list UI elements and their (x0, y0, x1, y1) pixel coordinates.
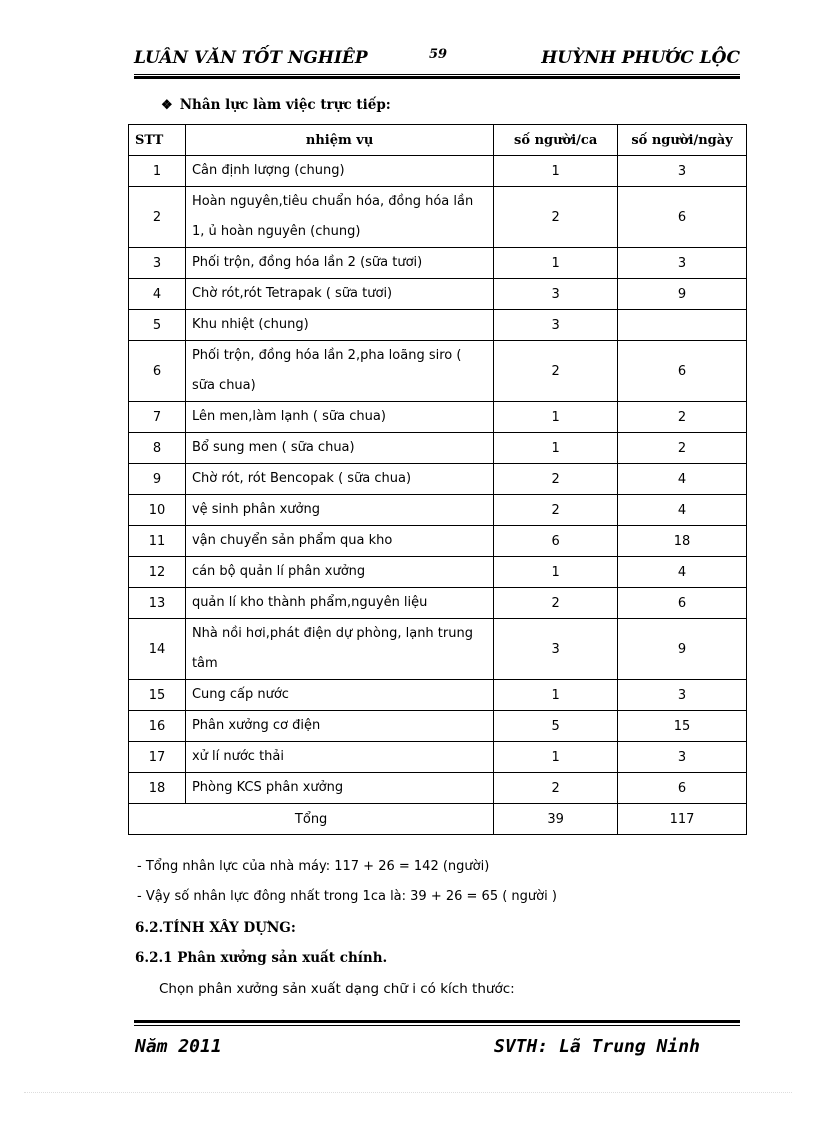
cell-per-shift: 5 (494, 711, 618, 742)
cell-per-day: 6 (618, 588, 747, 619)
cell-stt: 11 (129, 526, 186, 557)
note-total-workforce: - Tổng nhân lực của nhà máy: 117 + 26 = 142 (người) (137, 859, 490, 874)
cell-per-day: 9 (618, 279, 747, 310)
cell-task: Cân định lượng (chung) (185, 156, 493, 187)
cell-stt: 13 (129, 588, 186, 619)
cell-per-shift: 3 (494, 310, 618, 341)
header-stt: STT (129, 125, 186, 156)
cell-per-day: 6 (618, 187, 747, 248)
cell-task: vận chuyển sản phẩm qua kho (185, 526, 493, 557)
cell-stt: 17 (129, 742, 186, 773)
total-per-day: 117 (618, 804, 747, 835)
header-thesis-title: LUÂN VĂN TỐT NGHIÊP (134, 48, 368, 68)
footer-rule-thick (134, 1020, 740, 1023)
cell-per-shift: 3 (494, 279, 618, 310)
table-row (129, 742, 747, 773)
cell-stt: 3 (129, 248, 186, 279)
cell-per-shift: 1 (494, 248, 618, 279)
cell-task: Chờ rót,rót Tetrapak ( sữa tươi) (185, 279, 493, 310)
page-header (134, 48, 740, 74)
cell-per-shift: 2 (494, 464, 618, 495)
cell-per-day: 2 (618, 402, 747, 433)
cell-per-shift: 6 (494, 526, 618, 557)
table-row (129, 341, 747, 402)
footer-student: SVTH: Lã Trung Ninh (494, 1036, 700, 1057)
cell-task: Chờ rót, rót Bencopak ( sữa chua) (185, 464, 493, 495)
table-row (129, 248, 747, 279)
table-row (129, 711, 747, 742)
cell-stt: 5 (129, 310, 186, 341)
table-row (129, 187, 747, 248)
cell-per-shift: 1 (494, 402, 618, 433)
cell-task: Phối trộn, đồng hóa lần 2,pha loãng siro ( sữa chua) (185, 341, 493, 402)
header-rule-thin (134, 74, 740, 75)
header-author: HUỲNH PHƯỚC LỘC (541, 48, 740, 68)
cell-per-shift: 2 (494, 187, 618, 248)
page-bottom-dotted-line (24, 1092, 792, 1093)
cell-per-day: 3 (618, 742, 747, 773)
cell-task: Cung cấp nước (185, 680, 493, 711)
cell-per-shift: 1 (494, 680, 618, 711)
header-rule-thick (134, 76, 740, 79)
workforce-heading (161, 97, 391, 113)
cell-stt: 2 (129, 187, 186, 248)
table-row (129, 526, 747, 557)
subsection-heading: 6.2.1 Phân xưởng sản xuất chính. (135, 950, 388, 966)
cell-stt: 15 (129, 680, 186, 711)
table-row (129, 495, 747, 526)
cell-per-day: 9 (618, 619, 747, 680)
cell-per-day: 4 (618, 557, 747, 588)
cell-per-shift: 2 (494, 588, 618, 619)
cell-per-shift: 1 (494, 742, 618, 773)
cell-per-day: 3 (618, 248, 747, 279)
cell-stt: 12 (129, 557, 186, 588)
cell-per-day (618, 310, 747, 341)
cell-per-day: 2 (618, 433, 747, 464)
header-task: nhiệm vụ (185, 125, 493, 156)
cell-task: Nhà nồi hơi,phát điện dự phòng, lạnh trung tâm (185, 619, 493, 680)
table-row (129, 557, 747, 588)
cell-per-shift: 3 (494, 619, 618, 680)
cell-task: vệ sinh phân xưởng (185, 495, 493, 526)
cell-stt: 9 (129, 464, 186, 495)
workforce-heading-text: Nhân lực làm việc trực tiếp: (179, 97, 391, 113)
cell-per-day: 6 (618, 341, 747, 402)
table-row (129, 773, 747, 804)
cell-stt: 1 (129, 156, 186, 187)
cell-per-day: 15 (618, 711, 747, 742)
cell-per-day: 3 (618, 156, 747, 187)
total-label: Tổng (129, 804, 494, 835)
table-row (129, 279, 747, 310)
cell-stt: 14 (129, 619, 186, 680)
cell-stt: 18 (129, 773, 186, 804)
table-total-row (129, 804, 747, 835)
cell-per-shift: 1 (494, 156, 618, 187)
cell-task: Lên men,làm lạnh ( sữa chua) (185, 402, 493, 433)
table-row (129, 619, 747, 680)
cell-per-day: 3 (618, 680, 747, 711)
table-row (129, 680, 747, 711)
cell-task: xử lí nước thải (185, 742, 493, 773)
cell-per-shift: 2 (494, 773, 618, 804)
table-row (129, 588, 747, 619)
cell-stt: 8 (129, 433, 186, 464)
cell-task: Bổ sung men ( sữa chua) (185, 433, 493, 464)
cell-per-shift: 2 (494, 341, 618, 402)
cell-per-day: 6 (618, 773, 747, 804)
cell-task: cán bộ quản lí phân xưởng (185, 557, 493, 588)
footer-rule-thin (134, 1025, 740, 1026)
table-row (129, 310, 747, 341)
cell-task: Phân xưởng cơ điện (185, 711, 493, 742)
cell-task: quản lí kho thành phẩm,nguyên liệu (185, 588, 493, 619)
table-row (129, 402, 747, 433)
diamond-bullet-icon: ❖ (161, 98, 173, 113)
header-per-day: số người/ngày (618, 125, 747, 156)
cell-per-shift: 1 (494, 433, 618, 464)
table-row (129, 433, 747, 464)
cell-stt: 7 (129, 402, 186, 433)
header-per-shift: số người/ca (494, 125, 618, 156)
cell-task: Phối trộn, đồng hóa lần 2 (sữa tươi) (185, 248, 493, 279)
total-per-shift: 39 (494, 804, 618, 835)
footer-year: Năm 2011 (135, 1036, 222, 1057)
cell-task: Phòng KCS phân xưởng (185, 773, 493, 804)
cell-stt: 4 (129, 279, 186, 310)
section-heading: 6.2.TÍNH XÂY DỰNG: (135, 920, 296, 936)
cell-per-shift: 2 (494, 495, 618, 526)
table-row (129, 464, 747, 495)
cell-per-day: 18 (618, 526, 747, 557)
paragraph-text: Chọn phân xưởng sản xuất dạng chữ i có kích thước: (159, 981, 515, 997)
note-max-per-shift: - Vậy số nhân lực đông nhất trong 1ca là: 39 + 26 = 65 ( người ) (137, 889, 557, 904)
page-number: 59 (429, 47, 448, 62)
cell-stt: 10 (129, 495, 186, 526)
cell-task: Hoàn nguyên,tiêu chuẩn hóa, đồng hóa lần 1, ủ hoàn nguyên (chung) (185, 187, 493, 248)
cell-per-shift: 1 (494, 557, 618, 588)
workforce-table (128, 124, 747, 835)
cell-stt: 6 (129, 341, 186, 402)
cell-per-day: 4 (618, 495, 747, 526)
cell-per-day: 4 (618, 464, 747, 495)
table-row (129, 156, 747, 187)
cell-stt: 16 (129, 711, 186, 742)
table-header-row (129, 125, 747, 156)
cell-task: Khu nhiệt (chung) (185, 310, 493, 341)
